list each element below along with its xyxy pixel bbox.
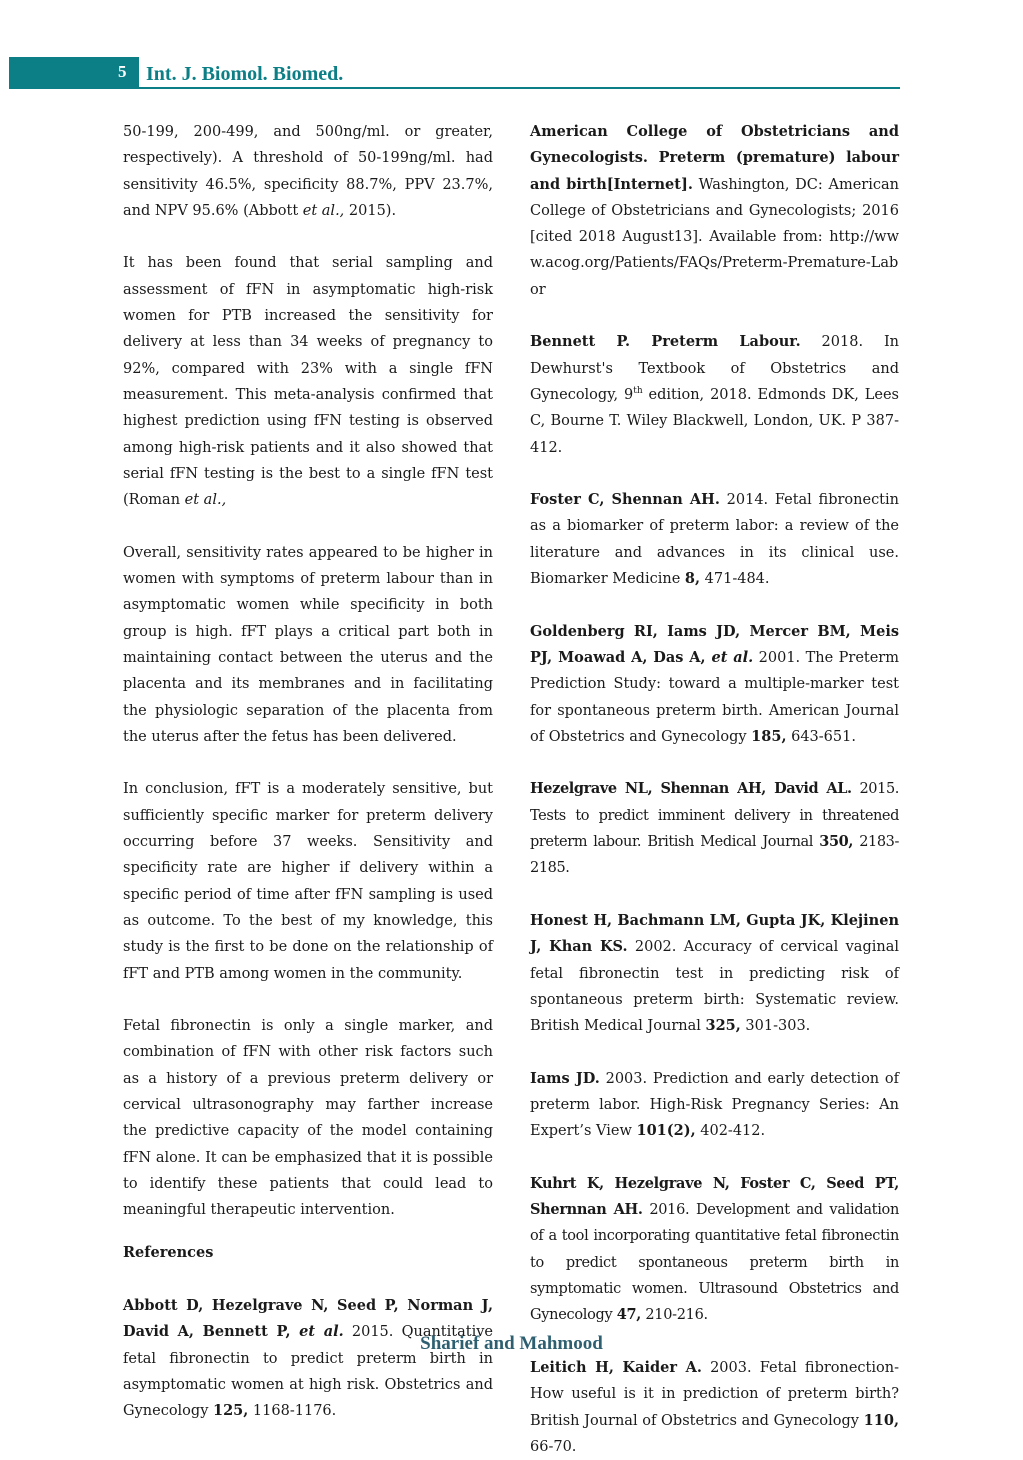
reference-entry: American College of Obstetricians and Gynecologists. Preterm (premature) labour and birth[Internet]. Washington, DC: American College of Obstetricians and Gynecologists; 2016 [cited 2018 August13]. Available from: http://www.acog.org/Patients/FAQs/Preterm-Premature-Labor	[530, 123, 899, 298]
right-column	[530, 119, 899, 1460]
paragraph: Overall, sensitivity rates appeared to be higher in women with symptoms of preterm labour than in asymptomatic women while specificity in both group is high. fFT plays a critical part both in maintaining contact between the uterus and the placenta and its membranes and in facilitating the physiologic separation of the placenta from the uterus after the fetus has been delivered.	[123, 544, 493, 745]
reference-entry: Honest H, Bachmann LM, Gupta JK, Klejinen J, Khan KS. 2002. Accuracy of cervical vaginal fetal fibronectin test in predicting risk of spontaneous preterm birth: Systematic review. British Medical Journal 325, 301-303.	[530, 911, 899, 1035]
paragraph: In conclusion, fFT is a moderately sensitive, but sufficiently specific marker for preterm delivery occurring before 37 weeks. Sensitivity and specificity rate are higher if delivery within a specific period of time after fFN sampling is used as outcome. To the best of my knowledge, this study is the first to be done on the relationship of fFT and PTB among women in the community.	[123, 781, 493, 982]
left-column	[123, 119, 493, 1425]
reference-entry: Hezelgrave NL, Shennan AH, David AL. 2015. Tests to predict imminent delivery in threatened preterm labour. British Medical Journal 350, 2183-2185.	[530, 780, 899, 877]
reference-entry: Kuhrt K, Hezelgrave N, Foster C, Seed PT, Shernnan AH. 2016. Development and validation of a tool incorporating quantitative fetal fibronectin to predict spontaneous preterm birth in symptomatic women. Ultrasound Obstetrics and Gynecology 47, 210-216.	[530, 1174, 899, 1324]
reference-entry: Iams JD. 2003. Prediction and early detection of preterm labor. High-Risk Pregnancy Series: An Expert’s View 101(2), 402-412.	[530, 1069, 899, 1140]
reference-entry: Goldenberg RI, Iams JD, Mercer BM, Meis PJ, Moawad A, Das A, et al. 2001. The Preterm Prediction Study: toward a multiple-marker test for spontaneous preterm birth. American Journal of Obstetrics and Gynecology 185, 643-651.	[530, 622, 899, 745]
footer-authors: Sharief and Mahmood	[420, 1333, 603, 1354]
paragraph: 50-199, 200-499, and 500ng/ml. or greater, respectively). A threshold of 50-199ng/ml. had sensitivity 46.5%, specificity 88.7%, PPV 23.7%, and NPV 95.6% (Abbott et al., 2015).	[123, 124, 493, 219]
reference-entry: Leitich H, Kaider A. 2003. Fetal fibronection-How useful is it in prediction of preterm birth? British Journal of Obstetrics and Gynecology 110, 66-70.	[530, 1358, 899, 1455]
paragraph: Fetal fibronectin is only a single marker, and combination of fFN with other risk factors such as a history of a previous preterm delivery or cervical ultrasonography may farther increase the predictive capacity of the model containing fFN alone. It can be emphasized that it is possible to identify these patients that could lead to meaningful therapeutic intervention.	[123, 1018, 493, 1219]
reference-entry: Abbott D, Hezelgrave N, Seed P, Norman J, David A, Bennett P, et al. 2015. Quantitative fetal fibronectin to predict preterm birth in asymptomatic women at high risk. Obstetrics and Gynecology 125, 1168-1176.	[123, 1297, 493, 1420]
reference-entry: Foster C, Shennan AH. 2014. Fetal fibronectin as a biomarker of preterm labor: a review of the literature and advances in its clinical use. Biomarker Medicine 8, 471-484.	[530, 491, 899, 588]
reference-entry: Bennett P. Preterm Labour. 2018. In Dewhurst's Textbook of Obstetrics and Gynecology, 9th edition, 2018. Edmonds DK, Lees C, Bourne T. Wiley Blackwell, London, UK. P 387-412.	[530, 333, 900, 456]
references-heading: References	[123, 1244, 214, 1262]
page-number: 5	[118, 62, 127, 81]
header-rule	[139, 87, 900, 89]
paragraph: It has been found that serial sampling and assessment of fFN in asymptomatic high-risk women for PTB increased the sensitivity for delivery at less than 34 weeks of pregnancy to 92%, compared with 23% with a single fFN measurement. This meta-analysis confirmed that highest prediction using fFN testing is observed among high-risk patients and it also showed that serial fFN testing is the best to a single fFN test (Roman et al.,	[123, 255, 493, 509]
journal-title: Int. J. Biomol. Biomed.	[146, 63, 344, 85]
